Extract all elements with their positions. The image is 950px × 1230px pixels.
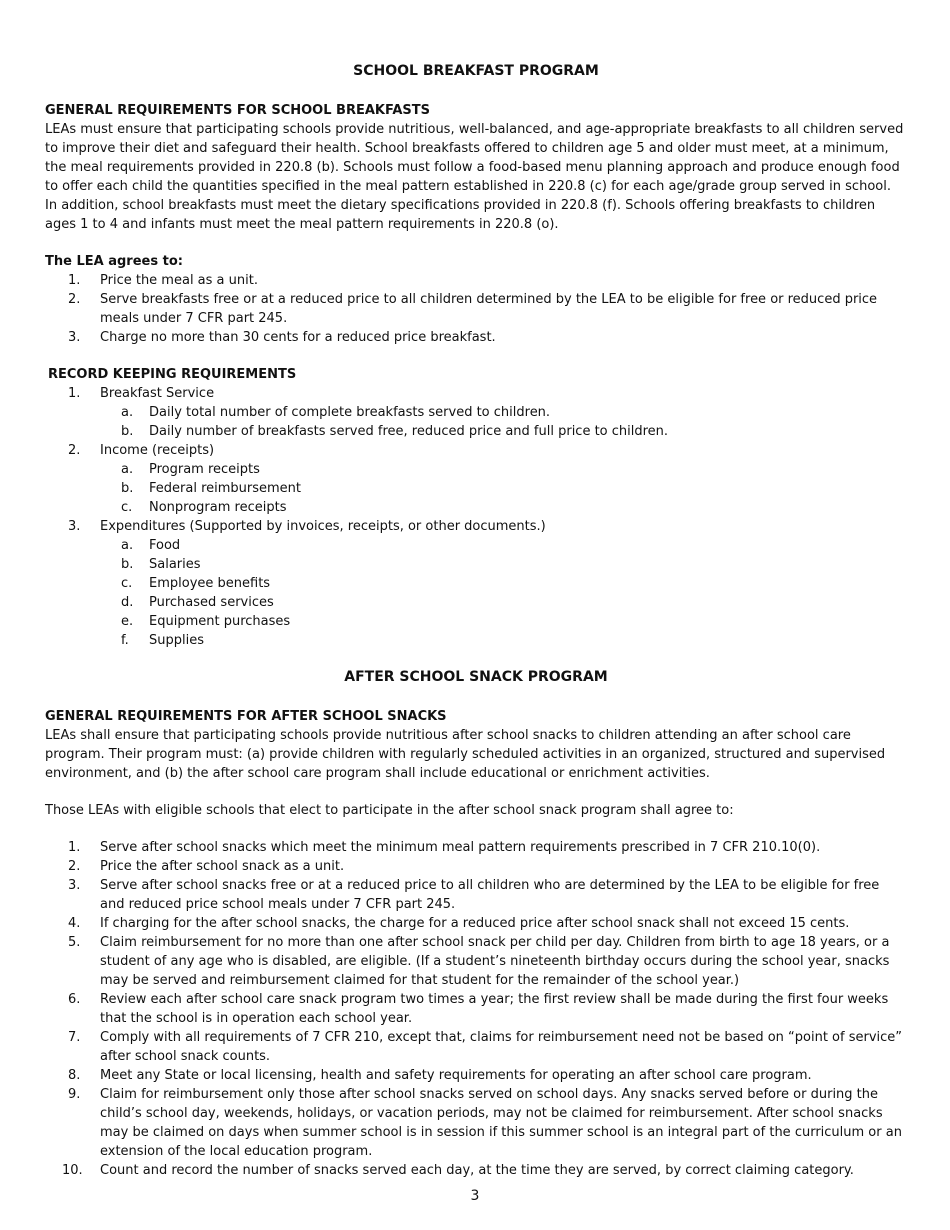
item-number: 3. (68, 330, 81, 345)
list-item (45, 990, 907, 1028)
breakfast-general-text: LEAs must ensure that participating schools provide nutritious, well-balanced, and age-appropriate breakfasts to all children served to improve their diet and safeguard their health. School breakfasts offered to children age 5 and older must meet, at a minimum, the meal requirements provided in 220.8 (b). Schools must follow a food-based menu planning approach and produce enough food to offer each child the quantities specified in the meal pattern established in 220.8 (c) for each age/grade group served in school. In addition, school breakfasts must meet the dietary specifications provided in 220.8 (f). Schools offering breakfasts to children ages 1 to 4 and infants must meet the meal pattern requirements in 220.8 (o). (45, 122, 904, 232)
lea-agrees-list (45, 271, 907, 347)
list-item (45, 838, 907, 857)
item-text: Claim for reimbursement only those after school snacks served on school days. Any snacks served before or during the child’s school day, weekends, holidays, or vacation periods, may not be claimed for reimbursement. After school snacks may be claimed on days when summer school is in session if this summer school is an integral part of the curriculum or an extension of the local education program. (100, 1087, 902, 1159)
item-number: 8. (68, 1068, 81, 1083)
item-text: Review each after school care snack program two times a year; the first review shall be made during the first four weeks that the school is in operation each school year. (100, 992, 889, 1026)
breakfast-title: SCHOOL BREAKFAST PROGRAM (353, 63, 599, 79)
sub-item (45, 593, 907, 612)
list-item (45, 328, 907, 347)
breakfast-general-heading: GENERAL REQUIREMENTS FOR SCHOOL BREAKFASTS (45, 103, 431, 118)
sub-item-letter: b. (121, 424, 134, 439)
sub-item (45, 403, 907, 422)
item-text: If charging for the after school snacks, the charge for a reduced price after school snack shall not exceed 15 cents. (100, 916, 850, 931)
snack-general-text: LEAs shall ensure that participating schools provide nutritious after school snacks to children attending an after school care program. Their program must: (a) provide children with regularly scheduled activities in an organized, structured and supervised environment, and (b) the after school care program shall include educational or enrichment activities. (45, 728, 886, 781)
sub-item (45, 479, 907, 498)
item-number: 3. (68, 878, 81, 893)
sub-item-letter: a. (121, 538, 134, 553)
list-item (45, 933, 907, 990)
sub-item (45, 574, 907, 593)
record-keeping-heading: RECORD KEEPING REQUIREMENTS (48, 367, 297, 382)
item-text: Serve after school snacks which meet the minimum meal pattern requirements prescribed in 7 CFR 210.10(0). (100, 840, 821, 855)
sub-item-text: Employee benefits (149, 576, 271, 591)
sub-item (45, 612, 907, 631)
sub-item (45, 536, 907, 555)
sub-item-letter: c. (121, 576, 133, 591)
item-text: Breakfast Service (100, 386, 215, 401)
item-text: Price the meal as a unit. (100, 273, 258, 288)
sub-item-text: Supplies (149, 633, 204, 648)
sub-item-letter: a. (121, 405, 134, 420)
sub-item-text: Nonprogram receipts (149, 500, 287, 515)
item-text: Meet any State or local licensing, health and safety requirements for operating an after school care program. (100, 1068, 812, 1083)
sub-item-text: Food (149, 538, 181, 553)
item-text: Claim reimbursement for no more than one after school snack per child per day. Children from birth to age 18 years, or a student of any age who is disabled, are eligible. (If a student’s nineteenth birthday occurs during the school year, snacks may be served and reimbursement claimed for that student for the remainder of the school year.) (100, 935, 890, 988)
sub-item (45, 555, 907, 574)
list-item (45, 384, 907, 403)
sub-item-text: Program receipts (149, 462, 260, 477)
item-text: Count and record the number of snacks served each day, at the time they are served, by correct claiming category. (100, 1163, 854, 1178)
list-item (45, 1066, 907, 1085)
item-text: Price the after school snack as a unit. (100, 859, 345, 874)
item-number: 2. (68, 859, 81, 874)
sub-item-text: Equipment purchases (149, 614, 291, 629)
item-text: Income (receipts) (100, 443, 215, 458)
item-number: 5. (68, 935, 81, 950)
item-number: 4. (68, 916, 81, 931)
list-item (45, 1085, 907, 1161)
list-item (45, 1161, 907, 1180)
sub-item (45, 422, 907, 441)
item-text: Expenditures (Supported by invoices, receipts, or other documents.) (100, 519, 546, 534)
item-number: 1. (68, 273, 81, 288)
item-text: Serve breakfasts free or at a reduced price to all children determined by the LEA to be eligible for free or reduced price meals under 7 CFR part 245. (100, 292, 878, 326)
list-item (45, 914, 907, 933)
list-item (45, 517, 907, 536)
snack-requirements-list (45, 838, 907, 1180)
list-item (45, 876, 907, 914)
item-text: Comply with all requirements of 7 CFR 210, except that, claims for reimbursement need not be based on “point of service” after school snack counts. (100, 1030, 903, 1064)
list-item (45, 1028, 907, 1066)
item-text: Serve after school snacks free or at a reduced price to all children who are determined by the LEA to be eligible for free and reduced price school meals under 7 CFR part 245. (100, 878, 880, 912)
item-text: Charge no more than 30 cents for a reduced price breakfast. (100, 330, 496, 345)
sub-item (45, 631, 907, 650)
sub-item (45, 460, 907, 479)
sub-item-letter: d. (121, 595, 134, 610)
sub-item-letter: e. (121, 614, 134, 629)
sub-item-text: Daily number of breakfasts served free, reduced price and full price to children. (149, 424, 669, 439)
sub-item-text: Salaries (149, 557, 201, 572)
list-item (45, 441, 907, 460)
snack-title: AFTER SCHOOL SNACK PROGRAM (344, 669, 608, 685)
item-number: 1. (68, 386, 81, 401)
item-number: 10. (62, 1163, 83, 1178)
list-item (45, 290, 907, 328)
item-number: 7. (68, 1030, 81, 1045)
sub-item-text: Daily total number of complete breakfasts served to children. (149, 405, 551, 420)
sub-item-letter: a. (121, 462, 134, 477)
sub-item-letter: c. (121, 500, 133, 515)
item-number: 3. (68, 519, 81, 534)
sub-item-text: Purchased services (149, 595, 274, 610)
snack-intro: Those LEAs with eligible schools that elect to participate in the after school snack program shall agree to: (45, 803, 734, 818)
sub-item-letter: b. (121, 481, 134, 496)
sub-item-letter: b. (121, 557, 134, 572)
page-number: 3 (470, 1188, 480, 1204)
list-item (45, 857, 907, 876)
sub-item-letter: f. (121, 633, 129, 648)
lea-agrees-heading: The LEA agrees to: (45, 254, 183, 269)
item-number: 9. (68, 1087, 81, 1102)
item-number: 2. (68, 443, 81, 458)
item-number: 6. (68, 992, 81, 1007)
sub-item-text: Federal reimbursement (149, 481, 302, 496)
snack-general-heading: GENERAL REQUIREMENTS FOR AFTER SCHOOL SNACKS (45, 709, 447, 724)
item-number: 1. (68, 840, 81, 855)
sub-item (45, 498, 907, 517)
item-number: 2. (68, 292, 81, 307)
document-page (45, 62, 907, 1180)
record-keeping-list (45, 384, 907, 650)
list-item (45, 271, 907, 290)
